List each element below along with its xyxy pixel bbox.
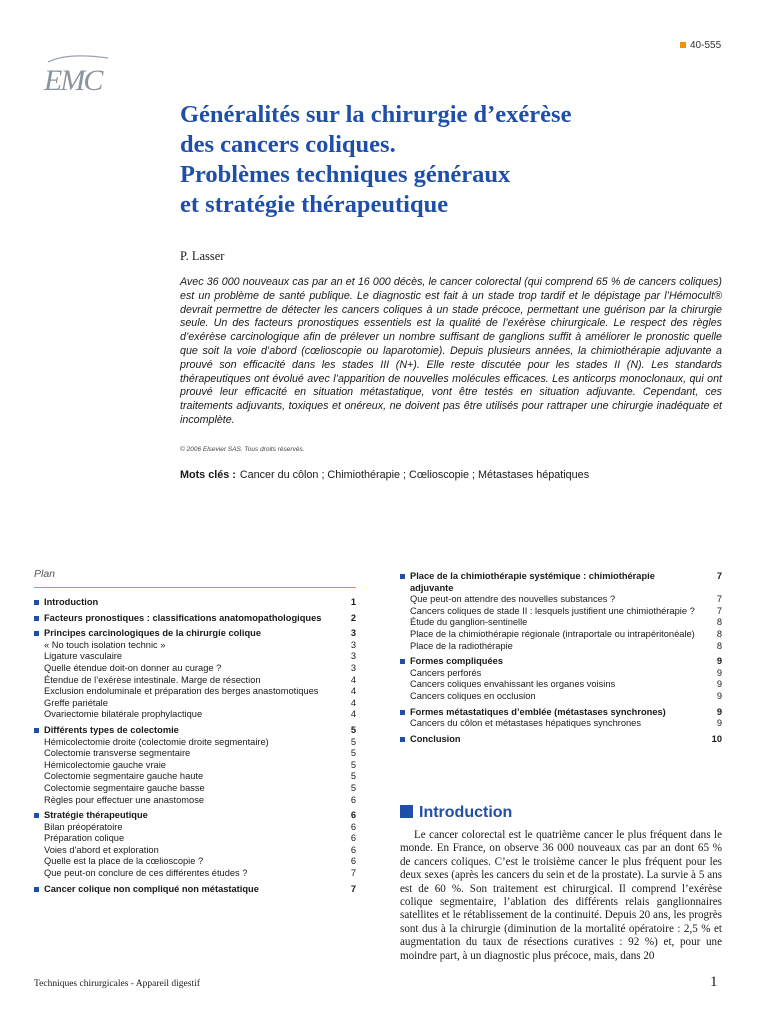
toc-item-title: Stratégie thérapeutique	[44, 810, 148, 821]
plan-heading: Plan	[34, 568, 56, 580]
toc-sub-item[interactable]	[400, 668, 722, 680]
toc-item-title: Formes métastatiques d’emblée (métastases synchrones)	[410, 706, 666, 717]
toc-sub-item[interactable]	[34, 640, 356, 652]
toc-main-item[interactable]	[34, 725, 356, 737]
toc-item-page: 9	[716, 706, 722, 717]
toc-item-page: 4	[350, 697, 356, 708]
toc-item-title: Conclusion	[410, 733, 461, 744]
toc-item-title: Préparation colique	[44, 833, 125, 844]
toc-main-item[interactable]	[400, 571, 722, 594]
toc-item-page: 6	[350, 810, 356, 821]
toc-item-title: Cancers du côlon et métastases hépatiques synchrones	[410, 718, 642, 729]
toc-item-page: 4	[350, 709, 356, 720]
copyright: © 2006 Elsevier SAS. Tous droits réservés.	[180, 446, 305, 453]
toc-item-page: 5	[350, 771, 356, 782]
toc-item-title: Quelle est la place de la cœlioscopie ?	[44, 856, 204, 867]
toc-item-title: Exclusion endoluminale et préparation des berges anastomotiques	[44, 686, 319, 697]
toc-sub-item[interactable]	[34, 868, 356, 880]
toc-sub-item[interactable]	[400, 629, 722, 641]
page-number: 1	[710, 974, 718, 990]
toc-item-title: Ovariectomie bilatérale prophylactique	[44, 709, 203, 720]
toc-sub-item[interactable]	[400, 679, 722, 691]
toc-item-title: Cancers coliques de stade II : lesquels justifient une chimiothérapie ?	[410, 605, 695, 616]
toc-item-page: 9	[716, 690, 722, 701]
toc-item-title: Ligature vasculaire	[44, 651, 123, 662]
plan-divider	[34, 587, 356, 588]
logo-text: EMC	[44, 64, 102, 97]
toc-item-title: Cancers perforés	[410, 667, 482, 678]
toc-sub-item[interactable]	[400, 641, 722, 653]
toc-item-title: Cancer colique non compliqué non métastatique	[44, 883, 259, 894]
toc-item-page: 5	[350, 782, 356, 793]
document-number	[680, 40, 721, 51]
toc-sub-item[interactable]	[34, 845, 356, 857]
toc-item-page: 9	[716, 667, 722, 678]
toc-sub-item[interactable]	[34, 675, 356, 687]
toc-main-item[interactable]	[400, 707, 722, 719]
toc-item-title: Étude du ganglion-sentinelle	[410, 617, 528, 628]
toc-sub-item[interactable]	[400, 691, 722, 703]
toc-item-title: Colectomie transverse segmentaire	[44, 748, 191, 759]
toc-main-item[interactable]	[400, 734, 722, 746]
toc-item-page: 3	[350, 651, 356, 662]
toc-main-item[interactable]	[34, 613, 356, 625]
toc-item-page: 6	[350, 856, 356, 867]
toc-item-title: « No touch isolation technic »	[44, 639, 166, 650]
toc-item-page: 6	[350, 844, 356, 855]
toc-item-page: 5	[350, 724, 356, 735]
toc-sub-item[interactable]	[34, 748, 356, 760]
toc-item-title: Greffe pariétale	[44, 697, 108, 708]
title-line: Généralités sur la chirurgie d’exérèse	[180, 101, 572, 128]
toc-item-page: 7	[350, 868, 356, 879]
toc-sub-item[interactable]	[34, 822, 356, 834]
toc-item-page: 3	[350, 639, 356, 650]
blue-square-icon	[400, 805, 413, 818]
toc-item-page: 5	[350, 759, 356, 770]
toc-main-item[interactable]	[34, 628, 356, 640]
toc-sub-item[interactable]	[400, 718, 722, 730]
toc-item-title: Règles pour effectuer une anastomose	[44, 794, 205, 805]
abstract: Avec 36 000 nouveaux cas par an et 16 000 décès, le cancer colorectal (qui comprend 65 % de cancers coliques) est un problème de santé publique. Le diagnostic est fait à un stade trop tardif et le dépistage par l’Hémocult® devrait permettre de détecter les cancers coliques à un stade précoce, permettant une guérison par la chirurgie seule. Un des facteurs pronostiques essentiels est la qualité de l’exérèse chirurgicale. Le respect des règles d’exérèse carcinologique afin de prélever un nombre suffisant de ganglions suffit à améliorer le pronostic quelle que soit la voie d’abord (cœlioscopie ou laparotomie). Depuis plusieurs années, la chimiothérapie adjuvante a prouvé son efficacité dans les stades III (N+). Elle reste discutée pour les stades II (N). Les standards thérapeutiques ont évolué avec l’apparition de nouvelles molécules efficaces. Les anticorps monoclonaux, qui ont prouvé leur efficacité en situation métastatique, vont être testés en situation adjuvante. Cependant, ces traitements adjuvants, toxiques et onéreux, ne doivent pas être utilisés pour rattraper une chirurgie inadéquate et incomplète.	[180, 276, 722, 426]
title-line: des cancers coliques.	[180, 131, 396, 158]
toc-item-page: 6	[350, 821, 356, 832]
toc-item-page: 6	[350, 794, 356, 805]
toc-sub-item[interactable]	[34, 709, 356, 721]
footer-journal: Techniques chirurgicales - Appareil digestif	[34, 979, 200, 989]
toc-item-page: 4	[350, 674, 356, 685]
toc-item-page: 9	[716, 679, 722, 690]
keywords-text: Cancer du côlon ; Chimiothérapie ; Cœlioscopie ; Métastases hépatiques	[239, 469, 590, 481]
toc-item-title: Bilan préopératoire	[44, 821, 123, 832]
introduction-text: Le cancer colorectal est le quatrième cancer le plus fréquent dans le monde. En France, on observe 36 000 nouveaux cas par an dont 65 % de cancers coliques. C’est le troisième cancer le plus fréquent pour les deux sexes (après les cancers du sein et de la prostate). La survie à 5 ans est de 60 %. Son traitement est chirurgical. Il comprend l’exérèse colique segmentaire, l’ablation des différents relais ganglionnaires satellites et le rétablissement de la continuité. Depuis 20 ans, les progrès sont dus à la chirurgie (diminution de la mortalité opératoire : 2,5 % et augmentation du taux de résections curatives : 92 %) et, pour une moindre part, à un diagnostic plus précoce, mais, dans 20	[400, 829, 722, 962]
toc-sub-item[interactable]	[400, 606, 722, 618]
toc-main-item[interactable]	[34, 810, 356, 822]
toc-item-title: Colectomie segmentaire gauche basse	[44, 782, 205, 793]
toc-item-page: 3	[350, 628, 356, 639]
toc-sub-item[interactable]	[34, 651, 356, 663]
toc-item-page: 8	[716, 628, 722, 639]
toc-sub-item[interactable]	[34, 795, 356, 807]
toc-sub-item[interactable]	[34, 833, 356, 845]
toc-item-title: Facteurs pronostiques : classifications anatomopathologiques	[44, 612, 322, 623]
toc-item-title: Cancers coliques envahissant les organes voisins	[410, 679, 616, 690]
toc-item-page: 5	[350, 748, 356, 759]
toc-sub-item[interactable]	[34, 663, 356, 675]
title-line: et stratégie thérapeutique	[180, 191, 449, 218]
toc-sub-item[interactable]	[400, 617, 722, 629]
toc-item-page: 10	[711, 733, 722, 744]
toc-item-page: 7	[716, 605, 722, 616]
section-heading	[400, 804, 512, 822]
toc-item-page: 1	[350, 597, 356, 607]
keywords	[180, 469, 589, 481]
toc-main-item[interactable]	[34, 597, 356, 609]
toc-item-page: 8	[716, 617, 722, 628]
toc-item-title: Quelle étendue doit-on donner au curage ?	[44, 662, 222, 673]
document-number-text: 40-555	[690, 40, 722, 51]
toc-item-title: Introduction	[44, 597, 99, 607]
table-of-contents-left	[34, 597, 356, 895]
toc-sub-item[interactable]	[34, 686, 356, 698]
toc-item-page: 4	[350, 686, 356, 697]
toc-item-title: Place de la chimiothérapie régionale (intraportale ou intrapéritonéale)	[410, 628, 695, 639]
toc-item-title: Étendue de l’exérèse intestinale. Marge de résection	[44, 674, 261, 685]
toc-item-title: Voies d’abord et exploration	[44, 844, 159, 855]
toc-item-page: 7	[350, 883, 356, 894]
toc-item-title: Formes compliquées	[410, 656, 503, 667]
toc-sub-item[interactable]	[34, 771, 356, 783]
author: P. Lasser	[180, 249, 225, 263]
title-line: Problèmes techniques généraux	[180, 161, 511, 188]
article-title	[180, 100, 740, 220]
toc-sub-item[interactable]	[34, 783, 356, 795]
toc-main-item[interactable]	[34, 884, 356, 896]
orange-square-icon	[680, 42, 686, 48]
keywords-label: Mots clés :	[180, 469, 236, 481]
toc-item-title: Principes carcinologiques de la chirurgie colique	[44, 628, 261, 639]
toc-item-page: 9	[716, 656, 722, 667]
table-of-contents-right	[400, 571, 722, 745]
toc-sub-item[interactable]	[34, 760, 356, 772]
toc-item-page: 2	[350, 612, 356, 623]
toc-item-title: Différents types de colectomie	[44, 724, 179, 735]
toc-item-title: Que peut-on conclure de ces différentes études ?	[44, 868, 248, 879]
toc-item-page: 5	[350, 736, 356, 747]
toc-item-page: 3	[350, 662, 356, 673]
toc-item-page: 7	[716, 594, 722, 605]
toc-item-title: Que peut-on attendre des nouvelles substances ?	[410, 594, 616, 605]
toc-item-page: 6	[350, 833, 356, 844]
toc-item-title: Colectomie segmentaire gauche haute	[44, 771, 204, 782]
toc-item-title: Cancers coliques en occlusion	[410, 690, 536, 701]
toc-sub-item[interactable]	[400, 594, 722, 606]
emc-logo	[40, 48, 112, 98]
toc-item-title: Hémicolectomie gauche vraie	[44, 759, 166, 770]
toc-main-item[interactable]	[400, 656, 722, 668]
toc-sub-item[interactable]	[34, 737, 356, 749]
toc-sub-item[interactable]	[34, 856, 356, 868]
toc-sub-item[interactable]	[34, 698, 356, 710]
toc-item-title: Hémicolectomie droite (colectomie droite segmentaire)	[44, 736, 269, 747]
toc-item-page: 9	[716, 718, 722, 729]
toc-item-page: 8	[716, 640, 722, 651]
toc-item-page: 7	[716, 571, 722, 581]
section-heading-text: Introduction	[419, 804, 513, 821]
toc-item-title: Place de la radiothérapie	[410, 640, 513, 651]
toc-item-title: Place de la chimiothérapie systémique : chimiothérapie adjuvante	[410, 571, 655, 593]
